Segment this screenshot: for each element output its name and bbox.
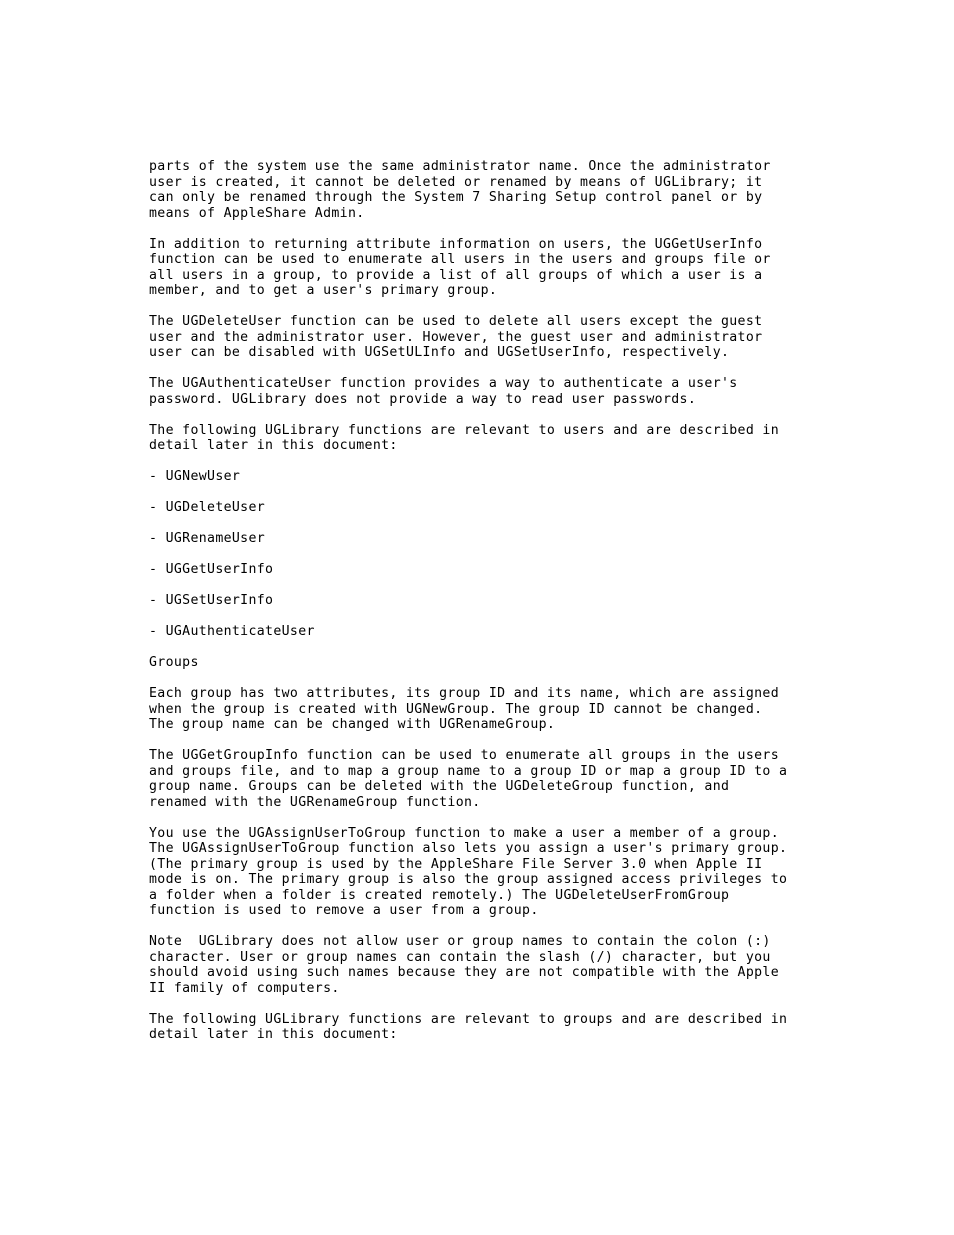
- paragraph-getgroupinfo: The UGGetGroupInfo function can be used to enumerate all groups in the users and groups file, and to map a group name to a group ID or map a group ID to a group name. Groups can be deleted with the UGDeleteGroup function, and renamed with the UGRenameGroup function.: [149, 748, 788, 810]
- list-item-ugauthenticateuser: - UGAuthenticateUser: [149, 624, 315, 639]
- paragraph-admin-user: parts of the system use the same administrator name. Once the administrator user is created, it cannot be deleted or renamed by means of UGLibrary; it can only be renamed through the System 7 Sharing Setup control panel or by means of AppleShare Admin.: [149, 159, 771, 221]
- paragraph-assignusertogroup: You use the UGAssignUserToGroup function to make a user a member of a group. The UGAssignUserToGroup function also lets you assign a user's primary group. (The primary group is used by the AppleShare File Server 3.0 when Apple II mode is on. The primary group is also the group assigned access privileges to a folder when a folder is created remotely.) The UGDeleteUserFromGroup function is used to remove a user from a group.: [149, 825, 788, 918]
- paragraph-note-names: Note UGLibrary does not allow user or group names to contain the colon (:) character. User or group names can contain the slash (/) character, but you should avoid using such names because they are not compatible with the Apple II family of computers.: [149, 934, 780, 996]
- paragraph-deleteuser: The UGDeleteUser function can be used to delete all users except the guest user and the administrator user. However, the guest user and administrator user can be disabled with UGSetULInfo and UGSetUserInfo, respectively.: [149, 314, 763, 360]
- list-item-ugrenameuser: - UGRenameUser: [149, 531, 266, 546]
- list-item-ugsetuserinfo: - UGSetUserInfo: [149, 593, 274, 608]
- paragraph-group-attributes: Each group has two attributes, its group ID and its name, which are assigned when the group is created with UGNewGroup. The group ID cannot be changed. The group name can be changed with UGRenameGroup.: [149, 686, 780, 732]
- paragraph-authenticateuser: The UGAuthenticateUser function provides a way to authenticate a user's password. UGLibrary does not provide a way to read user passwords.: [149, 376, 738, 407]
- paragraph-user-functions-intro: The following UGLibrary functions are relevant to users and are described in detail later in this document:: [149, 422, 780, 453]
- paragraph-getuserinfo: In addition to returning attribute information on users, the UGGetUserInfo function can be used to enumerate all users in the users and groups file or all users in a group, to provide a list of all groups of which a user is a member, and to get a user's primary group.: [149, 236, 771, 298]
- section-heading-groups: Groups: [149, 655, 199, 670]
- document-page: [149, 159, 929, 1058]
- list-item-uggetuserinfo: - UGGetUserInfo: [149, 562, 274, 577]
- list-item-ugdeleteuser: - UGDeleteUser: [149, 500, 266, 515]
- paragraph-group-functions-intro: The following UGLibrary functions are relevant to groups and are described in detail later in this document:: [149, 1011, 788, 1042]
- list-item-ugnewuser: - UGNewUser: [149, 469, 241, 484]
